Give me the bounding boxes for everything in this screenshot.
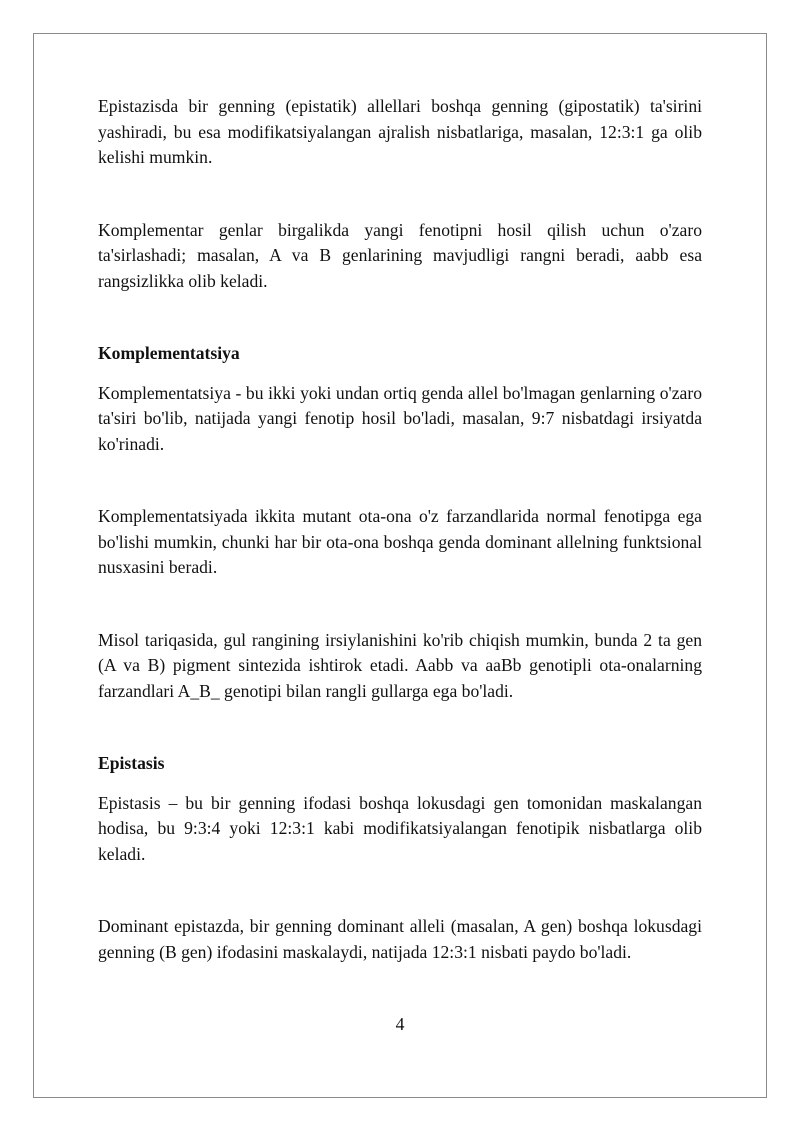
paragraph-flower-color-example: Misol tariqasida, gul rangining irsiylanishini ko'rib chiqish mumkin, bunda 2 ta gen (A va B) pigment sintezida ishtirok etadi. Aabb va aaBb genotipli ota-onalarning farzandlari A_B_ genotipi bilan rangli gullarga ega bo'ladi. — [98, 629, 702, 701]
heading-epistasis: Epistasis — [98, 753, 165, 773]
heading-komplementatsiya: Komplementatsiya — [98, 343, 240, 363]
document-body — [98, 94, 702, 965]
paragraph-komplementatsiya-definition: Komplementatsiya - bu ikki yoki undan ortiq genda allel bo'lmagan genlarning o'zaro ta'siri bo'lib, natijada yangi fenotip hosil bo'ladi, masalan, 9:7 nisbatdagi irsiyatda ko'rinadi. — [98, 382, 702, 454]
paragraph-komplementatsiya-mutants: Komplementatsiyada ikkita mutant ota-ona o'z farzandlarida normal fenotipga ega bo'lishi mumkin, chunki har bir ota-ona boshqa genda dominant allelning funktsional nusxasini beradi. — [98, 506, 702, 577]
paragraph-epistasis-definition: Epistasis – bu bir genning ifodasi boshqa lokusdagi gen tomonidan maskalangan hodisa, bu 9:3:4 yoki 12:3:1 kabi modifikatsiyalangan fenotipik nisbatlarga olib keladi. — [98, 792, 702, 864]
paragraph-dominant-epistasis: Dominant epistazda, bir genning dominant alleli (masalan, A gen) boshqa lokusdagi genning (B gen) ifodasini maskalaydi, natijada 12:3:1 nisbati paydo bo'ladi. — [98, 916, 702, 962]
page-number: 4 — [395, 1014, 405, 1034]
paragraph-komplementar-genlar: Komplementar genlar birgalikda yangi fenotipni hosil qilish uchun o'zaro ta'sirlashadi; masalan, A va B genlarining mavjudligi rangni beradi, aabb esa rangsizlikka olib keladi. — [98, 219, 702, 291]
paragraph-epistazis-intro: Epistazisda bir genning (epistatik) allellari boshqa genning (gipostatik) ta'sirini yashiradi, bu esa modifikatsiyalangan ajralish nisbatlariga, masalan, 12:3:1 ga olib kelishi mumkin. — [98, 96, 702, 167]
